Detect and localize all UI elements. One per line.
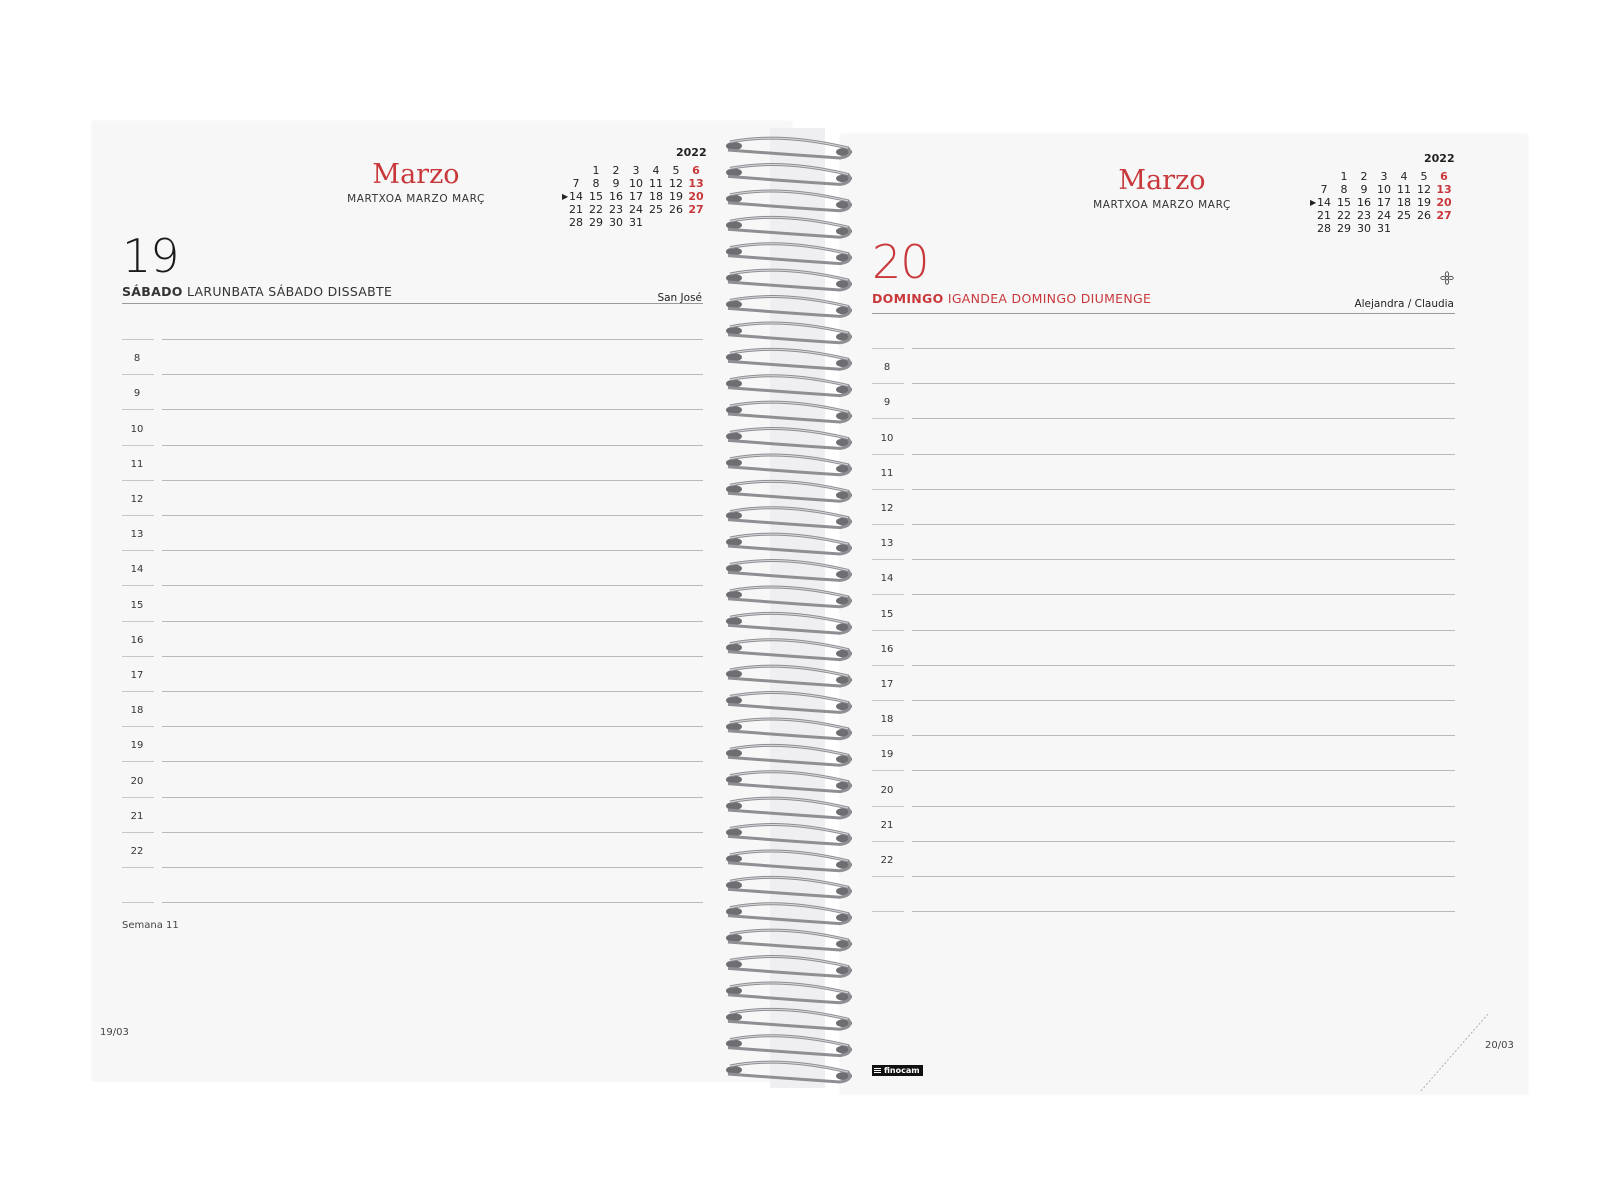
hour-label: 19 — [130, 740, 144, 752]
calendar-day: 18 — [1397, 196, 1411, 209]
calendar-day: 25 — [1397, 209, 1411, 222]
calendar-day: 8 — [592, 177, 600, 190]
calendar-day: 9 — [1360, 183, 1368, 196]
hour-label: 15 — [130, 599, 144, 611]
calendar-day: 24 — [1377, 209, 1391, 222]
schedule-line[interactable] — [912, 630, 1455, 631]
hour-label: 17 — [880, 679, 894, 690]
schedule-line[interactable] — [912, 348, 1455, 349]
hour-stub-line — [122, 656, 154, 657]
schedule-line[interactable] — [912, 418, 1455, 419]
schedule-line[interactable] — [912, 911, 1455, 912]
schedule-line[interactable] — [162, 832, 703, 833]
calendar-day: 14 — [569, 190, 583, 203]
day-name-translations: LARUNBATA SÁBADO DISSABTE — [186, 284, 393, 299]
calendar-day: 10 — [629, 177, 643, 190]
calendar-day: 5 — [672, 164, 680, 177]
hour-stub-line — [122, 374, 154, 375]
calendar-day: 26 — [1417, 209, 1431, 222]
calendar-day: 13 — [1436, 183, 1452, 196]
hour-label: 17 — [130, 670, 144, 681]
saint-of-day: San José — [657, 292, 702, 304]
calendar-day: 28 — [1317, 222, 1331, 235]
calendar-day: 8 — [1340, 183, 1348, 196]
calendar-day: 11 — [1397, 183, 1411, 196]
calendar-day: 21 — [1317, 209, 1331, 222]
calendar-day: 7 — [572, 177, 580, 190]
calendar-day: 14 — [1317, 196, 1331, 209]
hour-label: 20 — [880, 784, 894, 796]
calendar-day: 26 — [669, 203, 683, 216]
hour-label: 16 — [130, 634, 144, 646]
day-number: 19 — [122, 229, 179, 283]
calendar-day: 5 — [1420, 170, 1428, 183]
calendar-day: 7 — [1320, 183, 1328, 196]
calendar-day: 1 — [592, 164, 600, 177]
calendar-day: 13 — [688, 177, 704, 190]
page-date: 19/03 — [100, 1027, 129, 1038]
day-name-translations: IGANDEA DOMINGO DIUMENGE — [947, 291, 1152, 306]
hour-label: 21 — [130, 810, 144, 822]
calendar-day: 28 — [569, 216, 583, 229]
hour-stub-line — [122, 797, 154, 798]
schedule-line[interactable] — [912, 700, 1455, 701]
schedule-line[interactable] — [912, 770, 1455, 771]
hour-label: 8 — [133, 353, 141, 365]
hour-label: 18 — [880, 714, 894, 726]
hour-label: 16 — [880, 643, 894, 655]
month-subtitle: MARTXOA MARZO MARÇ — [1093, 199, 1231, 211]
schedule-line[interactable] — [912, 594, 1455, 595]
calendar-day: 27 — [1436, 209, 1452, 222]
flower-icon — [1440, 270, 1454, 284]
hour-stub-line — [122, 409, 154, 410]
hour-label: 11 — [130, 458, 144, 470]
calendar-day: 23 — [609, 203, 623, 216]
mini-calendar-year: 2022 — [676, 146, 707, 159]
calendar-day: 10 — [1377, 183, 1391, 196]
calendar-day: 31 — [1377, 222, 1391, 235]
month-title: Marzo — [372, 159, 460, 190]
hour-label: 11 — [880, 467, 894, 479]
calendar-day: 4 — [652, 164, 660, 177]
hour-label: 12 — [880, 503, 894, 514]
month-subtitle: MARTXOA MARZO MARÇ — [347, 193, 485, 205]
current-week-marker-icon: ▶ — [1310, 198, 1317, 207]
hour-stub-line — [122, 726, 154, 727]
hour-label: 20 — [130, 775, 144, 787]
mini-calendar-year: 2022 — [1424, 152, 1455, 165]
calendar-day: 18 — [649, 190, 663, 203]
schedule-line[interactable] — [912, 841, 1455, 842]
calendar-day: 30 — [1357, 222, 1371, 235]
calendar-day: 15 — [1337, 196, 1351, 209]
hour-stub-line — [122, 445, 154, 446]
schedule-line[interactable] — [912, 524, 1455, 525]
schedule-line[interactable] — [162, 445, 703, 446]
hour-stub-line — [122, 585, 154, 586]
hour-label: 13 — [130, 529, 144, 541]
schedule-line[interactable] — [162, 585, 703, 586]
right-planner-page — [840, 134, 1528, 1094]
calendar-day: 17 — [629, 190, 643, 203]
hour-stub-line — [122, 691, 154, 692]
calendar-day: 23 — [1357, 209, 1371, 222]
week-label: Semana 11 — [122, 920, 179, 931]
schedule-line[interactable] — [912, 489, 1455, 490]
hour-label: 21 — [880, 819, 894, 831]
hour-label: 13 — [880, 538, 894, 550]
header-rule — [872, 313, 1455, 314]
schedule-line[interactable] — [162, 867, 703, 868]
calendar-day: 16 — [609, 190, 623, 203]
calendar-day: 4 — [1400, 170, 1408, 183]
mini-calendar — [1310, 170, 1460, 240]
calendar-day: 6 — [692, 164, 700, 177]
hour-stub-line — [122, 550, 154, 551]
schedule-line[interactable] — [912, 665, 1455, 666]
hour-label: 14 — [880, 573, 894, 585]
left-planner-page — [92, 121, 792, 1081]
schedule-line[interactable] — [162, 621, 703, 622]
calendar-day: 22 — [589, 203, 603, 216]
schedule-line[interactable] — [162, 409, 703, 410]
brand-name: finocam — [872, 1065, 923, 1076]
calendar-day: 17 — [1377, 196, 1391, 209]
calendar-day: 19 — [1417, 196, 1431, 209]
hour-label: 10 — [130, 423, 144, 435]
calendar-day: 20 — [1436, 196, 1452, 209]
saint-of-day: Alejandra / Claudia — [1354, 298, 1454, 310]
calendar-day: 29 — [1337, 222, 1351, 235]
calendar-day: 2 — [612, 164, 620, 177]
hour-label: 22 — [880, 855, 894, 866]
page-date: 20/03 — [1485, 1040, 1514, 1051]
schedule-line[interactable] — [912, 454, 1455, 455]
calendar-day: 19 — [669, 190, 683, 203]
hour-label: 18 — [130, 705, 144, 717]
schedule-line[interactable] — [912, 806, 1455, 807]
hour-stub-line — [122, 902, 154, 903]
schedule-line[interactable] — [162, 797, 703, 798]
calendar-day: 29 — [589, 216, 603, 229]
calendar-day: 2 — [1360, 170, 1368, 183]
calendar-day: 22 — [1337, 209, 1351, 222]
calendar-day: 27 — [688, 203, 704, 216]
calendar-day: 30 — [609, 216, 623, 229]
schedule-line[interactable] — [162, 902, 703, 903]
schedule-line[interactable] — [162, 515, 703, 516]
schedule-line[interactable] — [162, 480, 703, 481]
calendar-day: 11 — [649, 177, 663, 190]
current-week-marker-icon: ▶ — [562, 192, 569, 201]
hour-label: 14 — [130, 564, 144, 576]
hour-schedule — [122, 339, 703, 939]
calendar-day: 15 — [589, 190, 603, 203]
day-name-primary: SÁBADO — [122, 284, 183, 299]
calendar-day: 12 — [1417, 183, 1431, 196]
schedule-line[interactable] — [162, 691, 703, 692]
calendar-day: 3 — [632, 164, 640, 177]
calendar-day: 3 — [1380, 170, 1388, 183]
hour-label: 12 — [130, 494, 144, 505]
schedule-line[interactable] — [162, 339, 703, 340]
calendar-day: 6 — [1440, 170, 1448, 183]
hour-stub-line — [122, 867, 154, 868]
day-number: 20 — [872, 235, 929, 289]
hour-stub-line — [122, 480, 154, 481]
hour-schedule — [872, 348, 1455, 948]
calendar-day: 24 — [629, 203, 643, 216]
hour-label: 15 — [880, 608, 894, 620]
hour-stub-line — [122, 339, 154, 340]
hour-label: 19 — [880, 749, 894, 761]
hour-stub-line — [122, 621, 154, 622]
schedule-line[interactable] — [912, 876, 1455, 877]
spiral-binding — [720, 128, 880, 1088]
day-name — [872, 291, 1151, 306]
mini-calendar — [562, 164, 712, 234]
calendar-day: 12 — [669, 177, 683, 190]
calendar-day: 31 — [629, 216, 643, 229]
calendar-day: 20 — [688, 190, 704, 203]
schedule-line[interactable] — [912, 735, 1455, 736]
hour-label: 10 — [880, 432, 894, 444]
hour-label: 22 — [130, 846, 144, 857]
hour-stub-line — [122, 832, 154, 833]
calendar-day: 9 — [612, 177, 620, 190]
calendar-day: 21 — [569, 203, 583, 216]
day-name-primary: DOMINGO — [872, 291, 944, 306]
month-title: Marzo — [1118, 165, 1206, 196]
hour-label: 8 — [883, 362, 891, 374]
schedule-line[interactable] — [162, 726, 703, 727]
schedule-line[interactable] — [162, 374, 703, 375]
calendar-day: 1 — [1340, 170, 1348, 183]
schedule-line[interactable] — [912, 383, 1455, 384]
schedule-line[interactable] — [162, 761, 703, 762]
day-name — [122, 284, 392, 299]
hour-stub-line — [122, 761, 154, 762]
schedule-line[interactable] — [912, 559, 1455, 560]
schedule-line[interactable] — [162, 656, 703, 657]
header-rule — [122, 303, 703, 304]
calendar-day: 16 — [1357, 196, 1371, 209]
hour-label: 9 — [133, 388, 141, 400]
hour-stub-line — [122, 515, 154, 516]
corner-tear-line — [1420, 1014, 1490, 1094]
schedule-line[interactable] — [162, 550, 703, 551]
hour-label: 9 — [883, 397, 891, 409]
calendar-day: 25 — [649, 203, 663, 216]
